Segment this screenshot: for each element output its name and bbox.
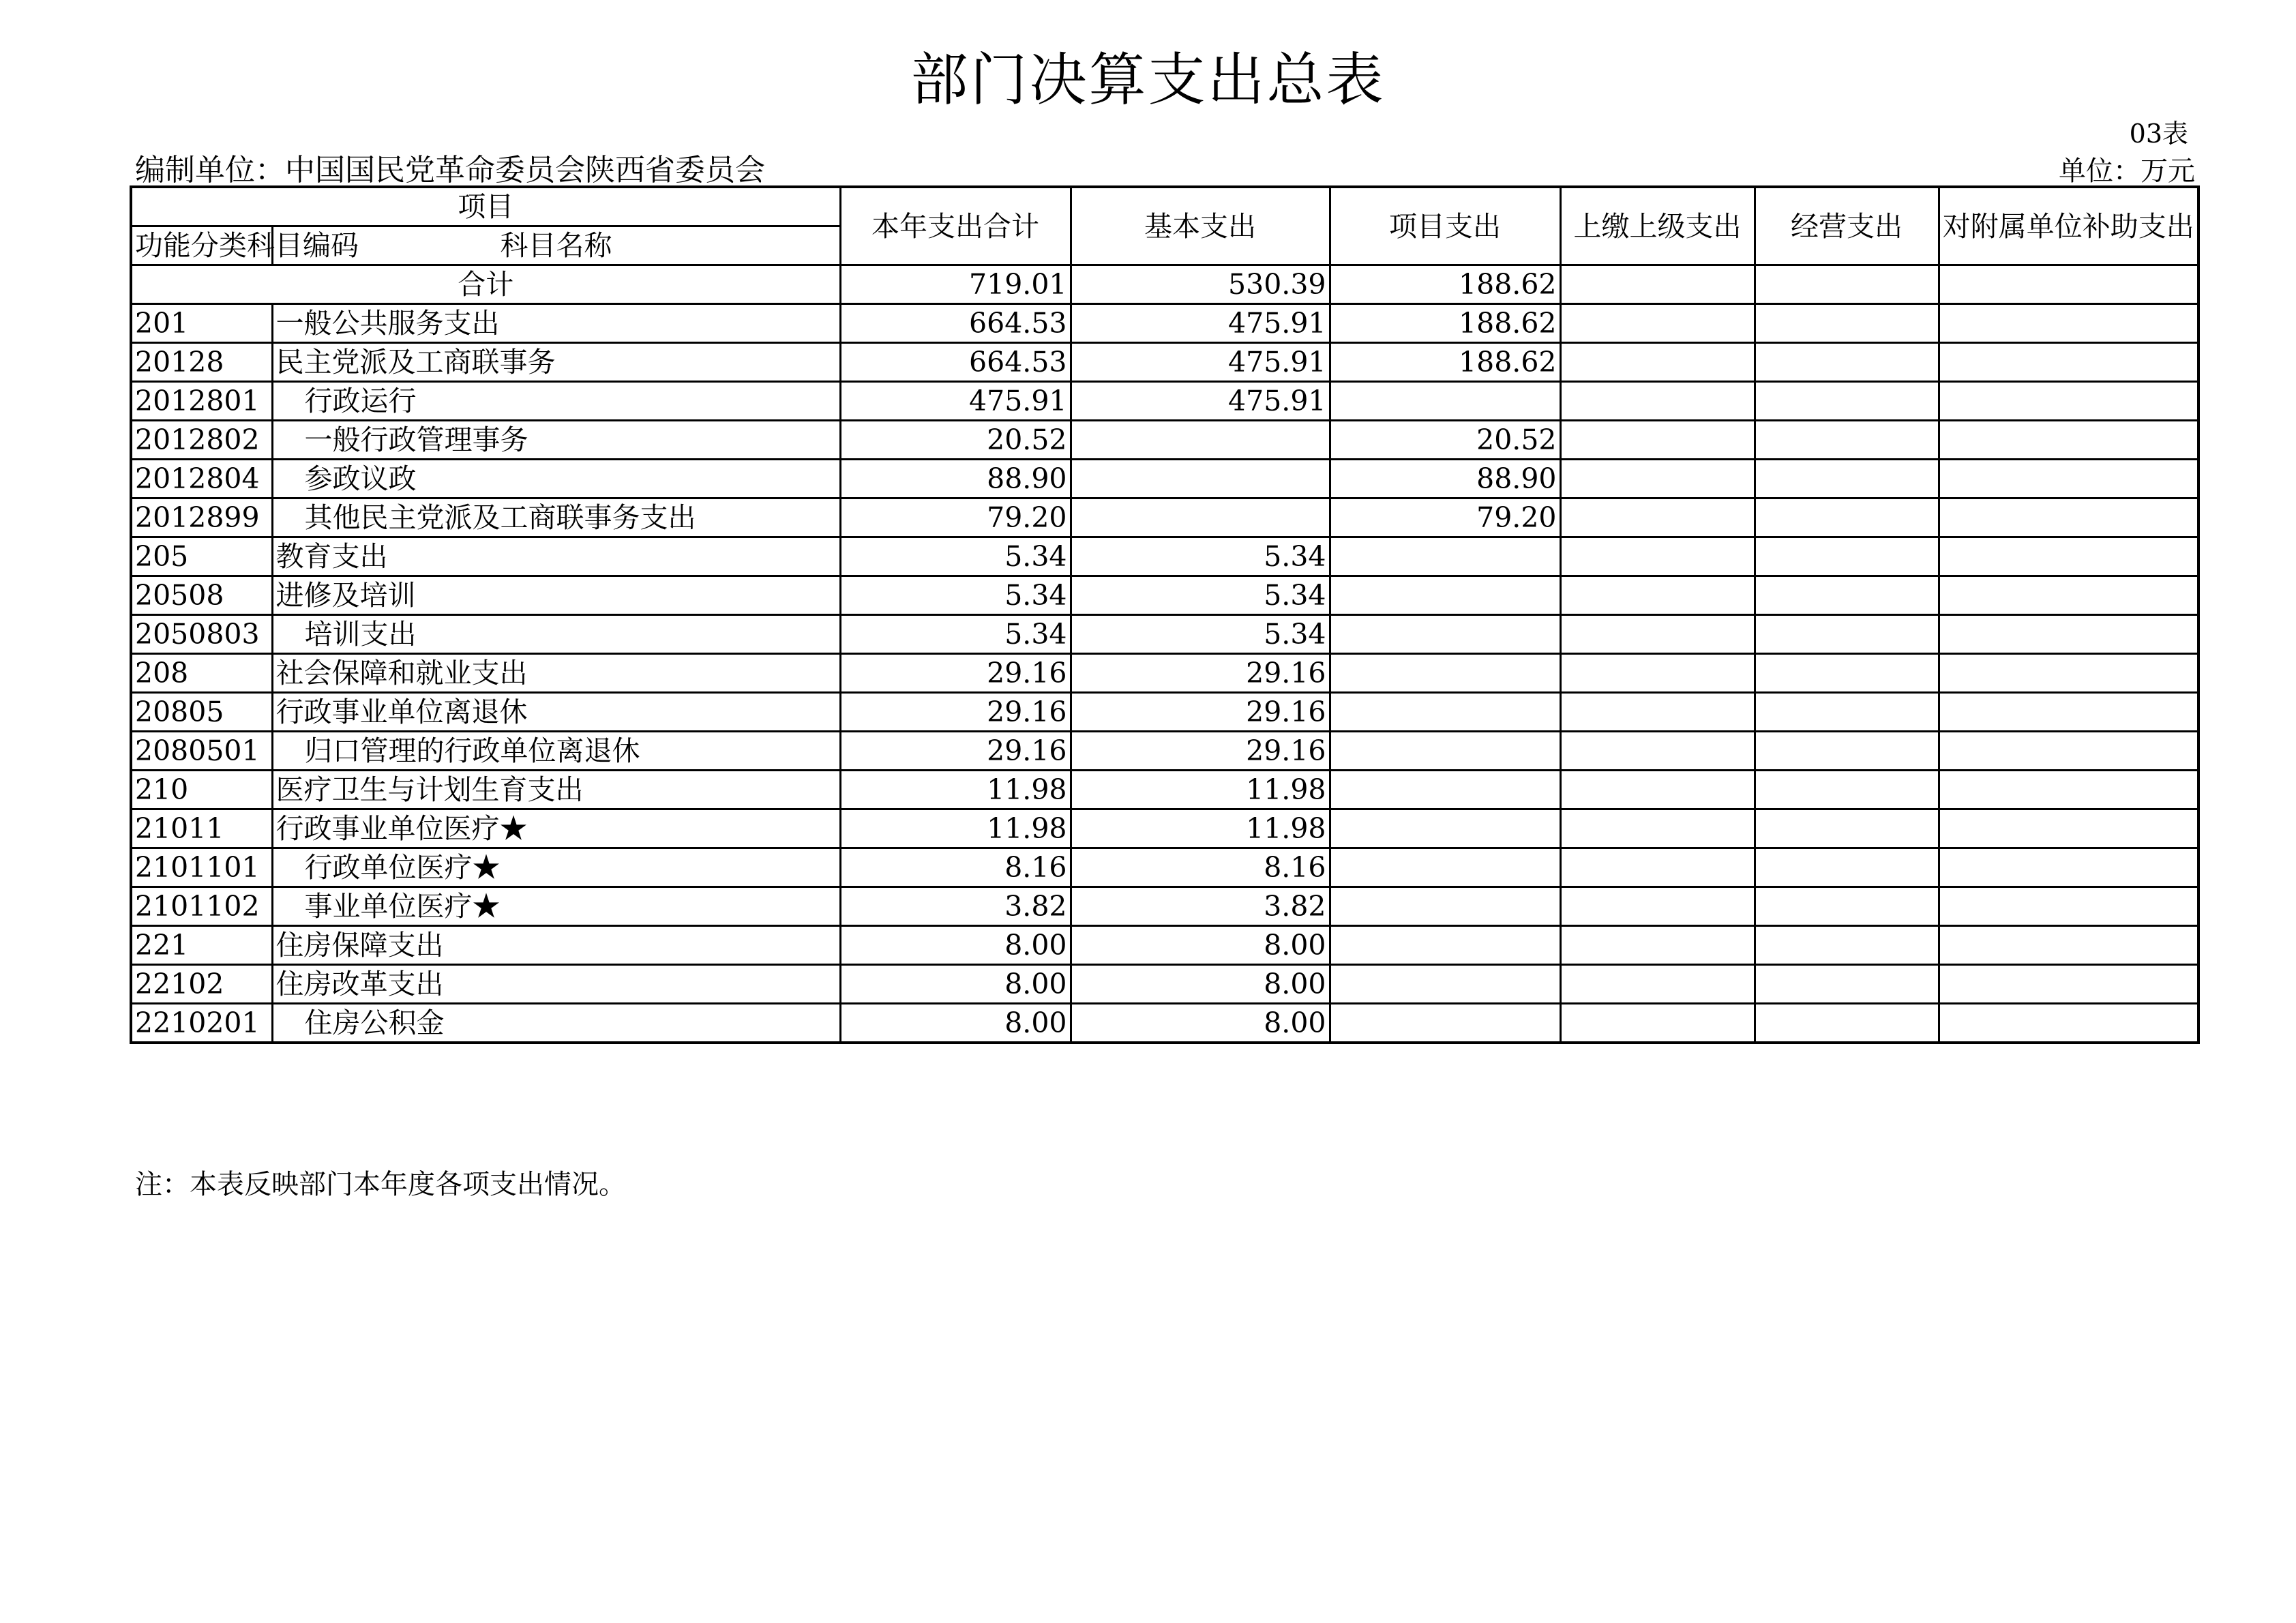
row-business <box>1755 537 1939 576</box>
row-subsidy <box>1939 887 2198 926</box>
row-name: 住房保障支出 <box>272 926 840 965</box>
row-name: 民主党派及工商联事务 <box>272 343 840 382</box>
row-basic: 8.16 <box>1071 848 1330 887</box>
row-code: 2050803 <box>131 615 272 654</box>
row-business <box>1755 460 1939 498</box>
row-business <box>1755 421 1939 460</box>
row-code: 22102 <box>131 965 272 1004</box>
row-project <box>1330 848 1560 887</box>
row-total: 8.16 <box>840 848 1071 887</box>
table-row <box>131 460 2198 498</box>
row-name: 行政事业单位离退休 <box>272 693 840 732</box>
row-basic <box>1071 498 1330 537</box>
row-project: 188.62 <box>1330 304 1560 343</box>
row-project <box>1330 1004 1560 1043</box>
row-project: 20.52 <box>1330 421 1560 460</box>
total-business <box>1755 265 1939 304</box>
row-basic: 8.00 <box>1071 965 1330 1004</box>
row-subsidy <box>1939 965 2198 1004</box>
row-upper <box>1560 693 1755 732</box>
row-upper <box>1560 537 1755 576</box>
row-basic: 11.98 <box>1071 771 1330 809</box>
table-row <box>131 732 2198 771</box>
footnote: 注：本表反映部门本年度各项支出情况。 <box>135 1169 626 1200</box>
row-subsidy <box>1939 460 2198 498</box>
row-code: 2101102 <box>131 887 272 926</box>
row-total: 5.34 <box>840 537 1071 576</box>
row-subsidy <box>1939 343 2198 382</box>
table-row <box>131 965 2198 1004</box>
row-name: 进修及培训 <box>272 576 840 615</box>
row-code: 20508 <box>131 576 272 615</box>
table-row <box>131 304 2198 343</box>
row-basic: 8.00 <box>1071 1004 1330 1043</box>
header-total: 本年支出合计 <box>840 187 1071 265</box>
header-project: 项目支出 <box>1330 187 1560 265</box>
row-total: 664.53 <box>840 343 1071 382</box>
row-subsidy <box>1939 615 2198 654</box>
row-name: 培训支出 <box>272 615 840 654</box>
header-upper: 上缴上级支出 <box>1560 187 1755 265</box>
row-total: 3.82 <box>840 887 1071 926</box>
row-business <box>1755 965 1939 1004</box>
row-name: 参政议政 <box>272 460 840 498</box>
row-project <box>1330 537 1560 576</box>
row-business <box>1755 693 1939 732</box>
header-subsidy: 对附属单位补助支出 <box>1939 187 2198 265</box>
header-basic: 基本支出 <box>1071 187 1330 265</box>
row-project <box>1330 965 1560 1004</box>
row-basic: 5.34 <box>1071 537 1330 576</box>
total-sum: 719.01 <box>840 265 1071 304</box>
row-total: 8.00 <box>840 926 1071 965</box>
header-item: 项目 <box>131 187 840 226</box>
row-project <box>1330 693 1560 732</box>
row-name: 医疗卫生与计划生育支出 <box>272 771 840 809</box>
row-code: 2210201 <box>131 1004 272 1043</box>
total-basic: 530.39 <box>1071 265 1330 304</box>
row-code: 2012801 <box>131 382 272 421</box>
row-code: 20805 <box>131 693 272 732</box>
row-project <box>1330 382 1560 421</box>
table-row <box>131 382 2198 421</box>
row-business <box>1755 732 1939 771</box>
expenditure-table <box>130 185 2200 1044</box>
header-business: 经营支出 <box>1755 187 1939 265</box>
row-subsidy <box>1939 926 2198 965</box>
table-row <box>131 421 2198 460</box>
row-business <box>1755 1004 1939 1043</box>
row-upper <box>1560 732 1755 771</box>
row-upper <box>1560 576 1755 615</box>
row-code: 210 <box>131 771 272 809</box>
row-project <box>1330 809 1560 848</box>
table-number: 03表 <box>2129 119 2188 149</box>
table-row <box>131 1004 2198 1043</box>
row-subsidy <box>1939 848 2198 887</box>
row-business <box>1755 304 1939 343</box>
row-name: 其他民主党派及工商联事务支出 <box>272 498 840 537</box>
table-row <box>131 926 2198 965</box>
row-total: 79.20 <box>840 498 1071 537</box>
row-project <box>1330 576 1560 615</box>
row-name: 行政单位医疗★ <box>272 848 840 887</box>
row-upper <box>1560 926 1755 965</box>
row-business <box>1755 771 1939 809</box>
row-basic: 5.34 <box>1071 576 1330 615</box>
row-project <box>1330 732 1560 771</box>
row-upper <box>1560 460 1755 498</box>
row-upper <box>1560 304 1755 343</box>
row-basic: 475.91 <box>1071 382 1330 421</box>
row-code: 2012802 <box>131 421 272 460</box>
row-total: 475.91 <box>840 382 1071 421</box>
row-subsidy <box>1939 498 2198 537</box>
row-name: 住房改革支出 <box>272 965 840 1004</box>
row-upper <box>1560 421 1755 460</box>
row-total: 29.16 <box>840 732 1071 771</box>
row-basic: 29.16 <box>1071 654 1330 693</box>
row-code: 2012899 <box>131 498 272 537</box>
header-name: 科目名称 <box>272 226 840 265</box>
row-subsidy <box>1939 693 2198 732</box>
table-row <box>131 343 2198 382</box>
row-business <box>1755 343 1939 382</box>
table-row <box>131 615 2198 654</box>
row-subsidy <box>1939 809 2198 848</box>
row-basic: 5.34 <box>1071 615 1330 654</box>
row-subsidy <box>1939 654 2198 693</box>
row-subsidy <box>1939 576 2198 615</box>
row-name: 事业单位医疗★ <box>272 887 840 926</box>
row-project <box>1330 926 1560 965</box>
table-row <box>131 809 2198 848</box>
page-title: 部门决算支出总表 <box>910 46 1386 113</box>
total-subsidy <box>1939 265 2198 304</box>
row-total: 88.90 <box>840 460 1071 498</box>
row-subsidy <box>1939 421 2198 460</box>
row-upper <box>1560 965 1755 1004</box>
row-total: 8.00 <box>840 965 1071 1004</box>
total-project: 188.62 <box>1330 265 1560 304</box>
row-subsidy <box>1939 382 2198 421</box>
row-upper <box>1560 887 1755 926</box>
row-project: 79.20 <box>1330 498 1560 537</box>
row-project <box>1330 654 1560 693</box>
row-total: 29.16 <box>840 654 1071 693</box>
total-label: 合计 <box>131 265 840 304</box>
row-subsidy <box>1939 732 2198 771</box>
row-upper <box>1560 771 1755 809</box>
total-row <box>131 265 2198 304</box>
row-code: 2080501 <box>131 732 272 771</box>
row-code: 20128 <box>131 343 272 382</box>
row-total: 29.16 <box>840 693 1071 732</box>
row-total: 11.98 <box>840 809 1071 848</box>
row-business <box>1755 848 1939 887</box>
row-project <box>1330 887 1560 926</box>
row-upper <box>1560 654 1755 693</box>
row-basic: 8.00 <box>1071 926 1330 965</box>
row-upper <box>1560 848 1755 887</box>
table-row <box>131 654 2198 693</box>
row-project <box>1330 615 1560 654</box>
total-upper <box>1560 265 1755 304</box>
row-total: 5.34 <box>840 615 1071 654</box>
row-name: 归口管理的行政单位离退休 <box>272 732 840 771</box>
row-project: 188.62 <box>1330 343 1560 382</box>
row-business <box>1755 615 1939 654</box>
row-basic: 11.98 <box>1071 809 1330 848</box>
row-code: 201 <box>131 304 272 343</box>
table-row <box>131 848 2198 887</box>
row-code: 2012804 <box>131 460 272 498</box>
table-row <box>131 498 2198 537</box>
row-basic: 475.91 <box>1071 343 1330 382</box>
row-upper <box>1560 382 1755 421</box>
row-basic: 29.16 <box>1071 732 1330 771</box>
row-subsidy <box>1939 537 2198 576</box>
table-row <box>131 537 2198 576</box>
row-upper <box>1560 809 1755 848</box>
row-basic: 29.16 <box>1071 693 1330 732</box>
table-row <box>131 887 2198 926</box>
row-total: 664.53 <box>840 304 1071 343</box>
row-business <box>1755 654 1939 693</box>
row-name: 行政运行 <box>272 382 840 421</box>
row-business <box>1755 887 1939 926</box>
row-code: 2101101 <box>131 848 272 887</box>
row-total: 5.34 <box>840 576 1071 615</box>
row-name: 教育支出 <box>272 537 840 576</box>
row-business <box>1755 498 1939 537</box>
row-business <box>1755 382 1939 421</box>
row-total: 11.98 <box>840 771 1071 809</box>
organization-label: 编制单位：中国国民党革命委员会陕西省委员会 <box>135 153 765 188</box>
table-row <box>131 576 2198 615</box>
row-business <box>1755 809 1939 848</box>
row-total: 20.52 <box>840 421 1071 460</box>
row-upper <box>1560 343 1755 382</box>
row-subsidy <box>1939 1004 2198 1043</box>
row-name: 一般行政管理事务 <box>272 421 840 460</box>
unit-label: 单位：万元 <box>2059 155 2195 187</box>
row-name: 社会保障和就业支出 <box>272 654 840 693</box>
row-upper <box>1560 1004 1755 1043</box>
row-project: 88.90 <box>1330 460 1560 498</box>
table-row <box>131 771 2198 809</box>
row-code: 221 <box>131 926 272 965</box>
row-total: 8.00 <box>840 1004 1071 1043</box>
row-name: 住房公积金 <box>272 1004 840 1043</box>
row-code: 208 <box>131 654 272 693</box>
row-basic: 475.91 <box>1071 304 1330 343</box>
row-subsidy <box>1939 771 2198 809</box>
header-code: 功能分类科目编码 <box>131 226 272 265</box>
row-project <box>1330 771 1560 809</box>
row-code: 21011 <box>131 809 272 848</box>
row-basic <box>1071 421 1330 460</box>
row-basic <box>1071 460 1330 498</box>
row-basic: 3.82 <box>1071 887 1330 926</box>
header-row-top <box>131 187 2198 226</box>
table-row <box>131 693 2198 732</box>
row-business <box>1755 576 1939 615</box>
row-business <box>1755 926 1939 965</box>
row-code: 205 <box>131 537 272 576</box>
row-name: 一般公共服务支出 <box>272 304 840 343</box>
row-upper <box>1560 615 1755 654</box>
row-upper <box>1560 498 1755 537</box>
row-subsidy <box>1939 304 2198 343</box>
row-name: 行政事业单位医疗★ <box>272 809 840 848</box>
